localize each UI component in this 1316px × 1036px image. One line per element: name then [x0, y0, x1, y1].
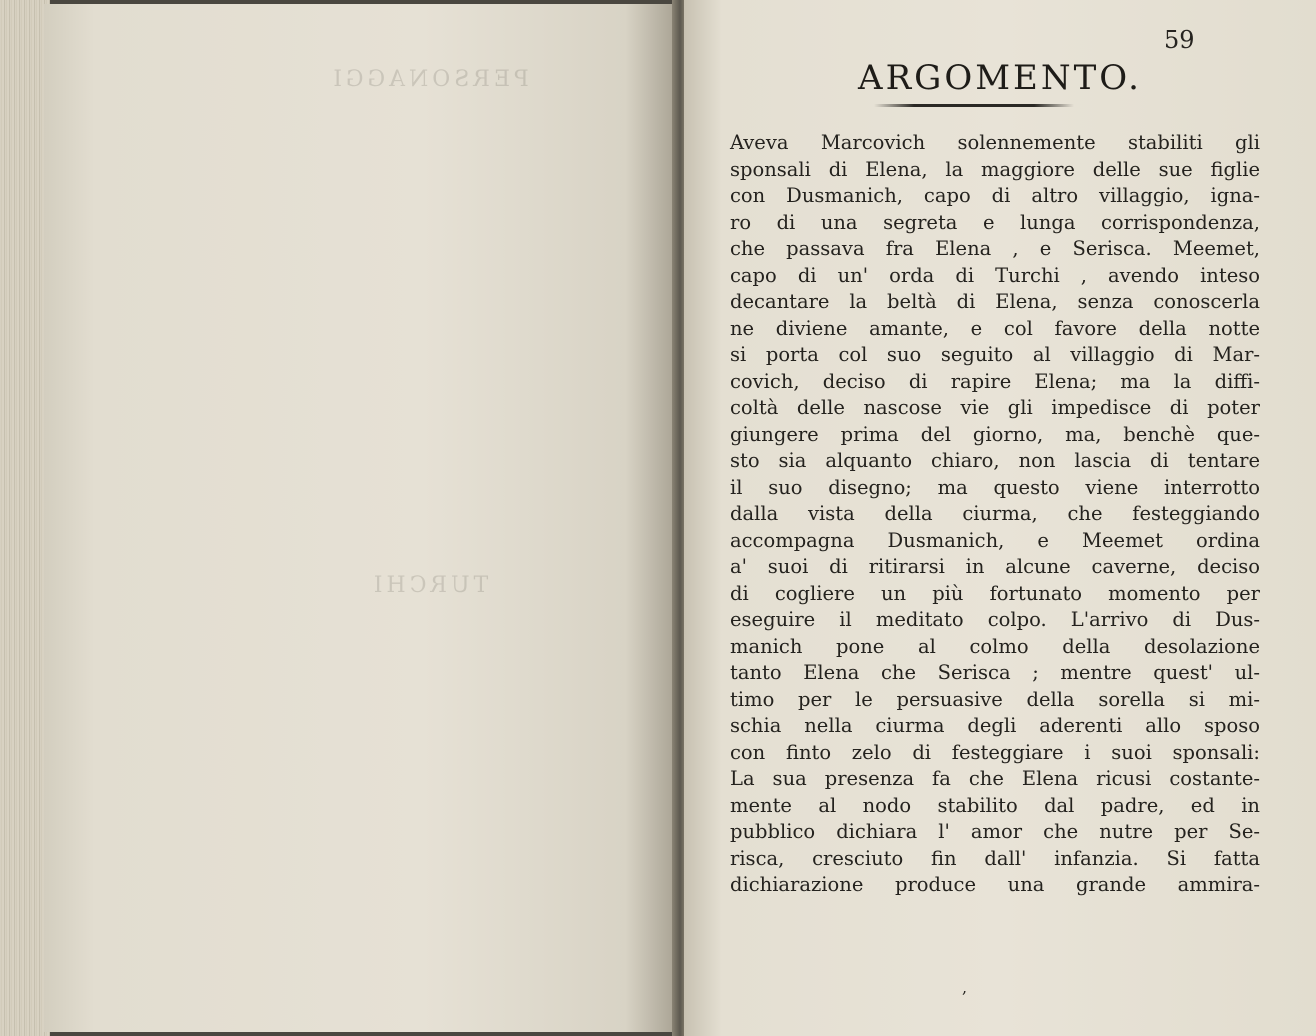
text-line: ne diviene amante, e col favore della notte [730, 316, 1260, 340]
text-line: coltà delle nascose vie gli impedisce di poter [730, 396, 1260, 419]
heading-rule [874, 104, 1074, 107]
text-line: giungere prima del giorno, ma, benchè que- [730, 422, 1260, 446]
text-line: sponsali di Elena, la maggiore delle sue figlie [730, 157, 1260, 181]
text-line: con Dusmanich, capo di altro villaggio, igna- [730, 184, 1260, 207]
page-number: 59 [1164, 26, 1195, 54]
text-line: decantare la beltà di Elena, senza conoscerla [730, 290, 1260, 313]
text-line: La sua presenza fa che Elena ricusi costante- [730, 767, 1260, 790]
text-line: a' suoi di ritirarsi in alcune caverne, deciso [730, 555, 1260, 578]
text-line: con finto zelo di festeggiare i suoi sponsali: [730, 740, 1260, 764]
text-line: mente al nodo stabilito dal padre, ed in [730, 793, 1260, 817]
text-line: risca, cresciuto fin dall' infanzia. Si fatta [730, 846, 1260, 870]
text-line: accompagna Dusmanich, e Meemet ordina [730, 528, 1260, 552]
text-line: manich pone al colmo della desolazione [730, 634, 1260, 658]
text-line: covich, deciso di rapire Elena; ma la diffi- [730, 369, 1260, 393]
text-line: tanto Elena che Serisca ; mentre quest' ul- [730, 661, 1260, 684]
text-line: dichiarazione produce una grande ammira- [730, 873, 1260, 896]
section-heading: ARGOMENTO. [858, 58, 1142, 98]
text-line: timo per le persuasive della sorella si mi- [730, 687, 1260, 711]
text-line: Aveva Marcovich solennemente stabiliti gli [730, 131, 1260, 154]
text-line: schia nella ciurma degli aderenti allo sposo [730, 714, 1260, 737]
left-page [44, 4, 676, 1032]
text-line: si porta col suo seguito al villaggio di Mar- [730, 343, 1260, 366]
text-line: sto sia alquanto chiaro, non lascia di tentare [730, 449, 1260, 472]
text-line: pubblico dichiara l' amor che nutre per Se- [730, 820, 1260, 843]
signature-mark: , [962, 978, 968, 997]
page-edges [0, 0, 50, 1036]
text-line: ro di una segreta e lunga corrispondenza, [730, 210, 1260, 234]
right-page [684, 0, 1316, 1036]
text-line: dalla vista della ciurma, che festeggiando [730, 502, 1260, 525]
text-line: capo di un' orda di Turchi , avendo inteso [730, 263, 1260, 287]
text-line: che passava fra Elena , e Serisca. Meemet, [730, 237, 1260, 260]
show-through-text: PERSONAGGI TURCHI [329, 67, 529, 598]
text-line: di cogliere un più fortunato momento per [730, 581, 1260, 605]
text-line: il suo disegno; ma questo viene interrotto [730, 475, 1260, 499]
text-line: eseguire il meditato colpo. L'arrivo di Dus- [730, 608, 1260, 631]
argument-text [730, 130, 1260, 899]
